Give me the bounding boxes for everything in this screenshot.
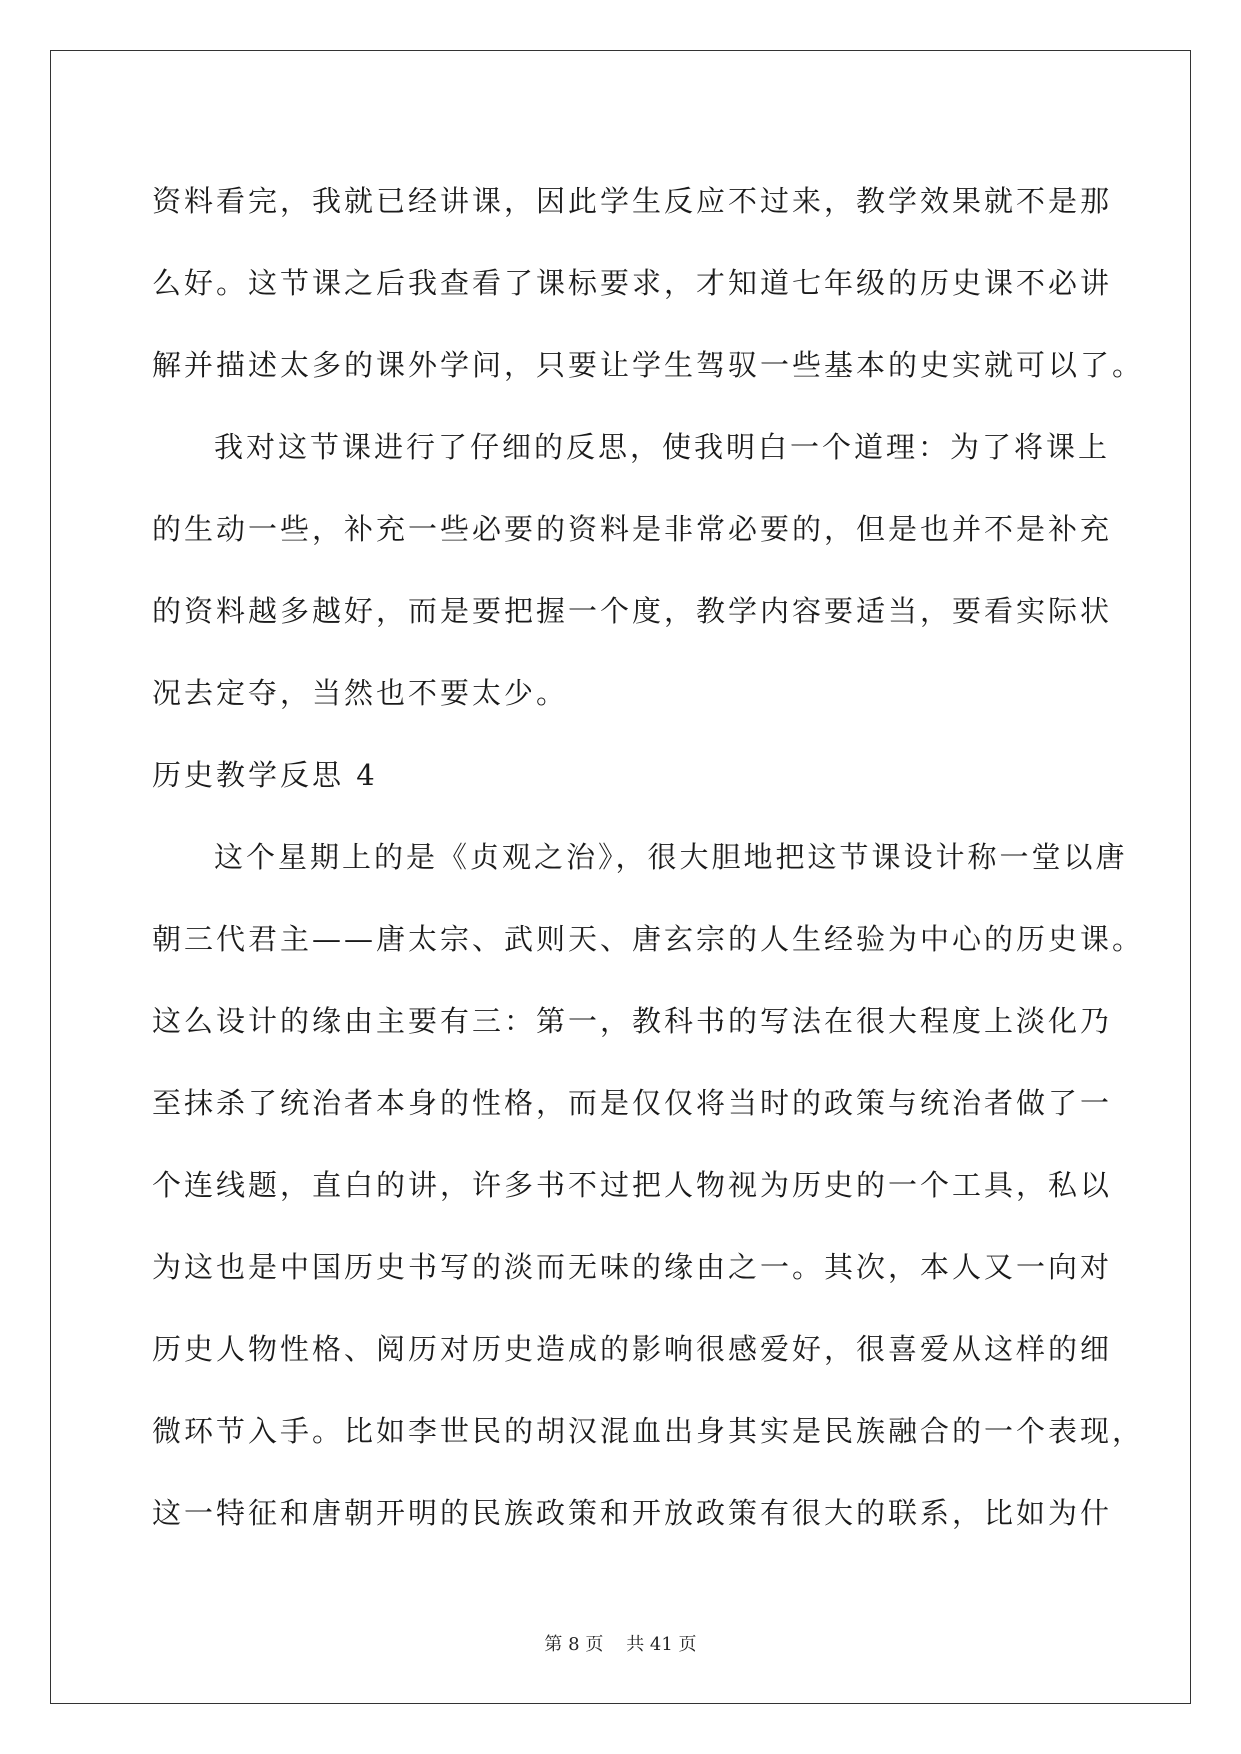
text-line: 我对这节课进行了仔细的反思，使我明白一个道理：为了将课上: [214, 430, 1111, 464]
page-number-footer: 第 8 页 共 41 页: [544, 1634, 697, 1655]
text-line: 这么设计的缘由主要有三：第一，教科书的写法在很大程度上淡化乃: [152, 1004, 1113, 1038]
text-line: 的资料越多越好，而是要把握一个度，教学内容要适当，要看实际状: [152, 594, 1113, 628]
text-line: 朝三代君主——唐太宗、武则天、唐玄宗的人生经验为中心的历史课。: [152, 922, 1145, 956]
text-line: 为这也是中国历史书写的淡而无味的缘由之一。其次，本人又一向对: [152, 1250, 1113, 1284]
section-heading: 历史教学反思 4: [152, 758, 378, 792]
text-line: 历史人物性格、阅历对历史造成的影响很感爱好，很喜爱从这样的细: [152, 1332, 1113, 1366]
text-line: 资料看完，我就已经讲课，因此学生反应不过来，教学效果就不是那: [152, 184, 1113, 218]
text-line: 微环节入手。比如李世民的胡汉混血出身其实是民族融合的一个表现，: [152, 1414, 1145, 1448]
text-line: 至抹杀了统治者本身的性格，而是仅仅将当时的政策与统治者做了一: [152, 1086, 1113, 1120]
document-body: [152, 160, 1145, 1554]
text-line: 么好。这节课之后我查看了课标要求，才知道七年级的历史课不必讲: [152, 266, 1113, 300]
text-line: 个连线题，直白的讲，许多书不过把人物视为历史的一个工具，私以: [152, 1168, 1113, 1202]
text-line: 的生动一些，补充一些必要的资料是非常必要的，但是也并不是补充: [152, 512, 1113, 546]
text-line: 况去定夺，当然也不要太少。: [152, 676, 569, 710]
text-line: 解并描述太多的课外学问，只要让学生驾驭一些基本的史实就可以了。: [152, 348, 1145, 382]
text-line: 这个星期上的是《贞观之治》，很大胆地把这节课设计称一堂以唐: [214, 840, 1128, 874]
text-line: 这一特征和唐朝开明的民族政策和开放政策有很大的联系，比如为什: [152, 1496, 1113, 1530]
